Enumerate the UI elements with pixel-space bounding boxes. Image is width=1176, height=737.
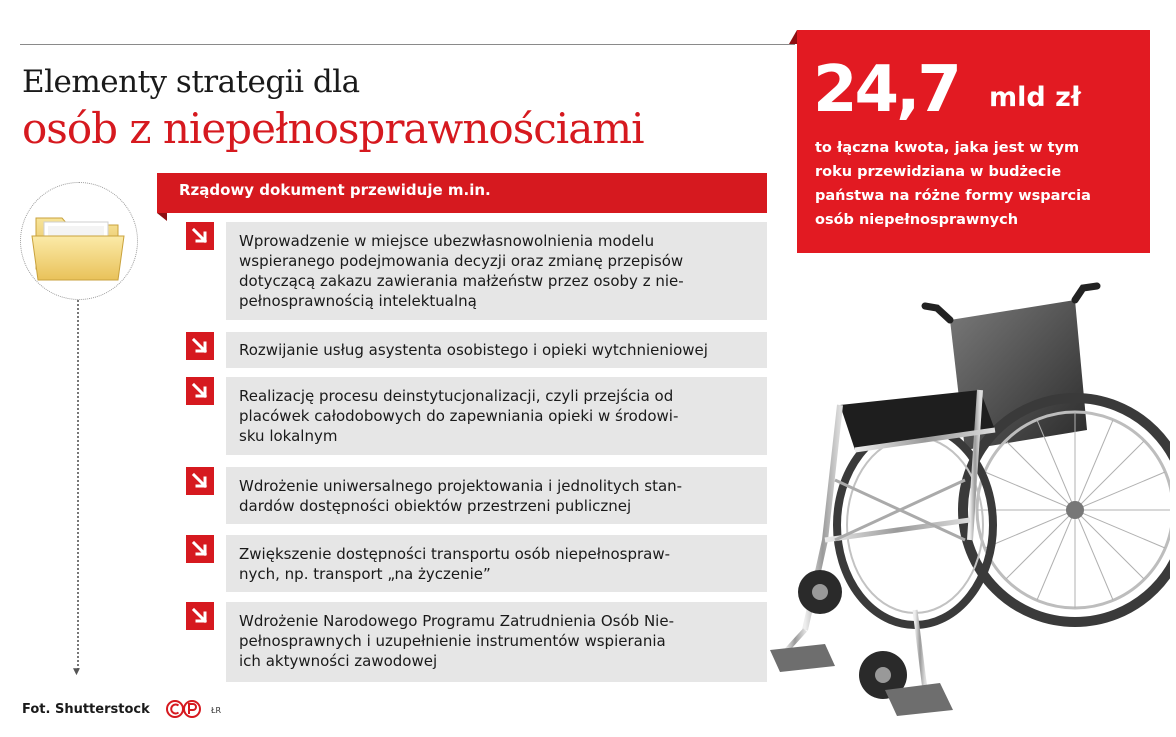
chevron-down-icon: ▼ — [73, 667, 80, 677]
list-heading: Rządowy dokument przewiduje m.in. — [179, 181, 491, 199]
cp-logo — [166, 699, 202, 719]
highlight-value: 24,7 — [813, 53, 959, 127]
list-item — [226, 222, 767, 320]
top-divider — [20, 44, 795, 45]
list-item — [226, 467, 767, 524]
list-item — [226, 602, 767, 682]
arrow-down-right-icon — [186, 602, 214, 630]
author-initials: ŁR — [211, 706, 222, 715]
list-item-text: Wdrożenie Narodowego Programu Zatrudnienia Osób Nie- pełnosprawnych i uzupełnienie instrumentów wspierania ich aktywności zawodowej — [239, 612, 674, 670]
highlight-box — [797, 30, 1150, 253]
list-item-text: Wprowadzenie w miejsce ubezwłasnowolnienia modelu wspieranego podejmowania decyzji oraz zmianę przepisów dotyczącą zakazu zawierania małżeństw przez osoby z nie- pełnosprawnością intelektualną — [239, 232, 684, 310]
list-item-text: Wdrożenie uniwersalnego projektowania i jednolitych stan- dardów dostępności obiektów przestrzeni publicznej — [239, 477, 683, 515]
arrow-down-right-icon — [186, 535, 214, 563]
list-item — [226, 377, 767, 455]
highlight-fold — [789, 30, 797, 44]
photo-credit: Fot. Shutterstock — [22, 702, 150, 717]
page-title-line2: osób z niepełnosprawnościami — [22, 104, 644, 153]
wheelchair-photo — [765, 280, 1170, 730]
list-heading-bar — [157, 173, 767, 213]
folder-icon — [30, 208, 126, 288]
page-title-line1: Elementy strategii dla — [22, 64, 360, 100]
highlight-unit: mld zł — [989, 82, 1081, 113]
list-item-text: Zwiększenie dostępności transportu osób niepełnospraw- nych, np. transport „na życzenie” — [239, 545, 671, 583]
list-item-text: Realizację procesu deinstytucjonalizacji, czyli przejścia od placówek całodobowych do zapewniania opieki w środowi- sku lokalnym — [239, 387, 679, 445]
heading-fold — [157, 213, 167, 221]
timeline-dotted-line — [77, 300, 79, 670]
list-item-text: Rozwijanie usług asystenta osobistego i opieki wytchnieniowej — [239, 341, 708, 359]
arrow-down-right-icon — [186, 377, 214, 405]
arrow-down-right-icon — [186, 467, 214, 495]
list-item — [226, 332, 767, 368]
highlight-description: to łączna kwota, jaka jest w tym roku przewidziana w budżecie państwa na różne formy wsparcia osób niepełnosprawnych — [815, 140, 1091, 228]
list-item — [226, 535, 767, 592]
arrow-down-right-icon — [186, 222, 214, 250]
arrow-down-right-icon — [186, 332, 214, 360]
